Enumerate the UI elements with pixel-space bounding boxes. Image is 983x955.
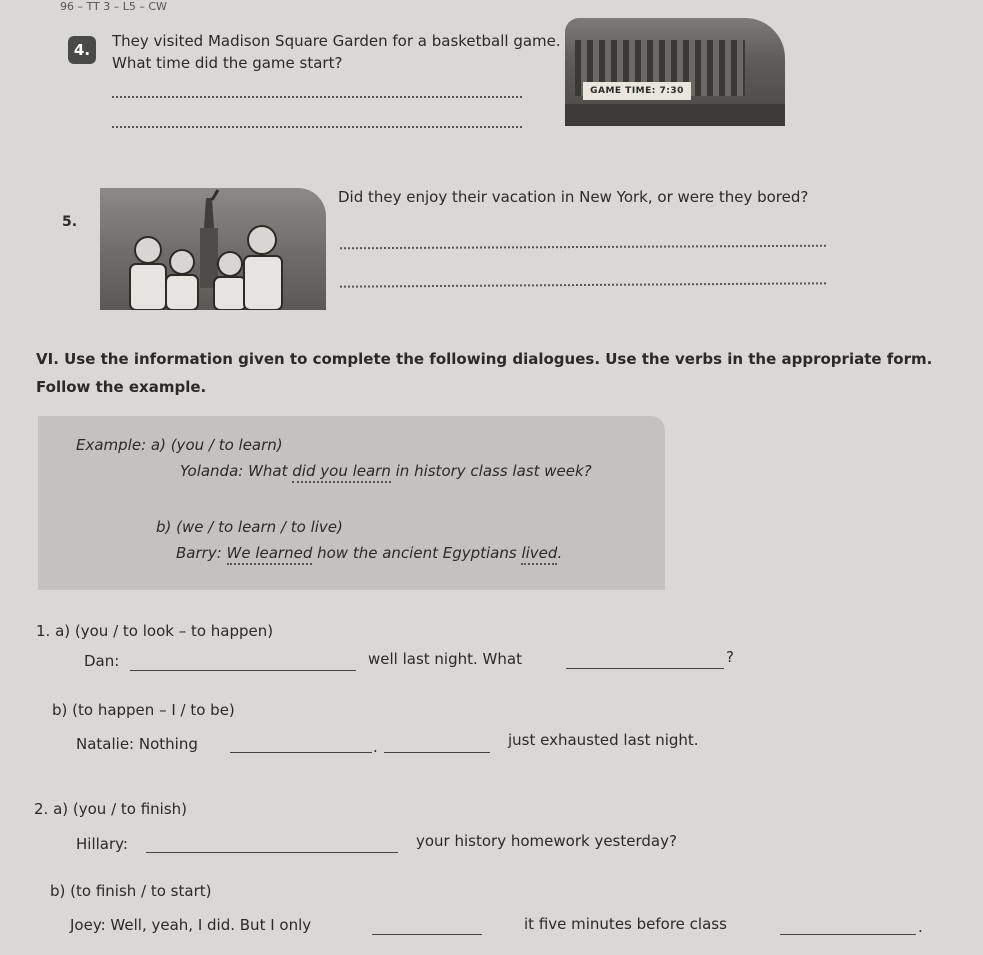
answer-line[interactable] <box>340 282 826 287</box>
item-2b-speaker: Joey: Well, yeah, I did. But I only <box>70 916 312 934</box>
madison-square-garden-photo <box>565 18 785 126</box>
page-header: 96 – TT 3 – L5 – CW <box>60 0 167 13</box>
question-4-number: 4. <box>68 36 96 64</box>
example-a-label: Example: a) (you / to learn) <box>76 436 283 454</box>
item-1b-end: just exhausted last night. <box>508 731 699 749</box>
item-1a-end: ? <box>726 648 734 666</box>
item-1b-speaker: Natalie: Nothing <box>76 735 198 753</box>
section-vi-heading: VI. Use the information given to complete the following dialogues. Use the verbs in the appropriate form. Follow the example. <box>36 350 933 396</box>
example-a-speaker: Yolanda: What <box>180 462 293 480</box>
street <box>565 104 785 126</box>
example-b-speaker: Barry: <box>176 544 227 562</box>
item-2b-mid: it five minutes before class <box>524 915 727 933</box>
item-2b-blank-1[interactable] <box>372 934 482 935</box>
example-b-label: b) (we / to learn / to live) <box>156 518 343 536</box>
answer-line[interactable] <box>340 245 826 250</box>
item-1a-mid: well last night. What <box>368 650 522 668</box>
example-b-mid: how the ancient Egyptians <box>312 544 522 562</box>
item-1a-speaker: Dan: <box>84 652 120 670</box>
item-2a-end: your history homework yesterday? <box>416 832 677 850</box>
item-1b-blank-2[interactable] <box>384 752 490 753</box>
example-a-dialogue <box>180 462 592 480</box>
example-a-answer: did you learn <box>292 462 391 483</box>
example-b-dialogue <box>176 544 562 562</box>
example-a-rest: in history class last week? <box>390 462 592 480</box>
tourists-drawing-icon <box>100 188 326 310</box>
item-1a-blank-2[interactable] <box>566 668 724 669</box>
statue-of-liberty-illustration <box>100 188 326 310</box>
game-time-sign: GAME TIME: 7:30 <box>583 82 691 100</box>
example-b-end: . <box>557 544 563 562</box>
question-5-number: 5. <box>62 214 78 230</box>
item-2a-label: 2. a) (you / to finish) <box>34 800 188 818</box>
item-1b-label: b) (to happen – I / to be) <box>52 701 235 719</box>
item-1b-blank-1[interactable] <box>230 752 372 753</box>
item-2b-end: . <box>918 918 923 936</box>
answer-line[interactable] <box>112 126 522 128</box>
question-5-text: Did they enjoy their vacation in New York, or were they bored? <box>338 188 809 206</box>
item-1b-dot: . <box>373 738 378 756</box>
item-2a-speaker: Hillary: <box>76 835 128 853</box>
question-4-text: They visited Madison Square Garden for a basketball game. What time did the game start? <box>112 32 561 72</box>
example-b-answer-2: lived <box>521 544 557 565</box>
item-1a-label: 1. a) (you / to look – to happen) <box>36 622 274 640</box>
item-2b-label: b) (to finish / to start) <box>50 882 212 900</box>
item-2b-blank-2[interactable] <box>780 934 916 935</box>
item-2a-blank[interactable] <box>146 852 398 853</box>
example-b-answer-1: We learned <box>227 544 313 565</box>
item-1a-blank-1[interactable] <box>130 670 356 671</box>
answer-line[interactable] <box>112 96 522 98</box>
